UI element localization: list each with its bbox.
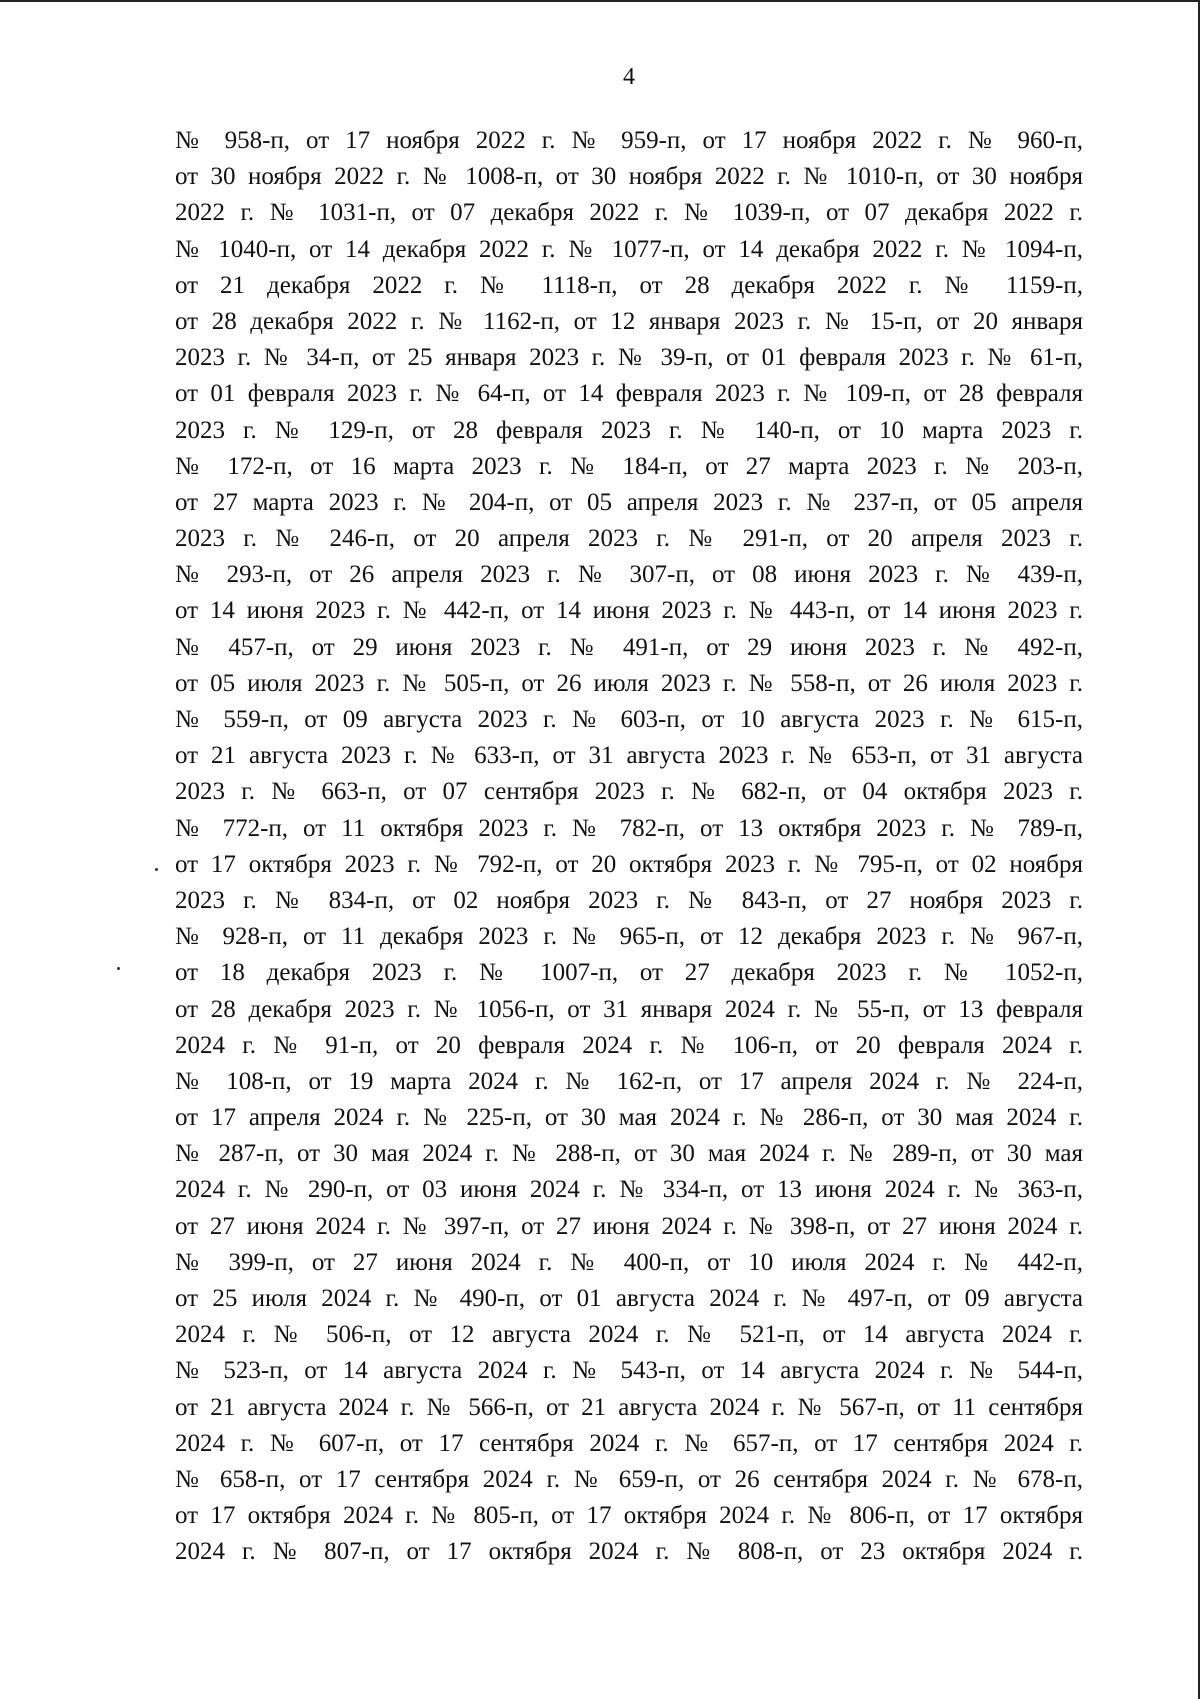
text-line: от 05 июля 2023 г. № 505-п, от 26 июля 2023 г. № 558-п, от 26 июля 2023 г. <box>175 669 1083 697</box>
text-line: № 172-п, от 16 марта 2023 г. № 184-п, от 27 марта 2023 г. № 203-п, <box>175 452 1083 480</box>
text-line: 2023 г. № 34-п, от 25 января 2023 г. № 39-п, от 01 февраля 2023 г. № 61-п, <box>175 344 1083 372</box>
text-line: № 293-п, от 26 апреля 2023 г. № 307-п, от 08 июня 2023 г. № 439-п, <box>175 561 1083 589</box>
text-line: № 958-п, от 17 ноября 2022 г. № 959-п, от 17 ноября 2022 г. № 960-п, <box>175 127 1083 154</box>
text-line: № 399-п, от 27 июня 2024 г. № 400-п, от 10 июля 2024 г. № 442-п, <box>175 1248 1083 1276</box>
text-line: № 287-п, от 30 мая 2024 г. № 288-п, от 30 мая 2024 г. № 289-п, от 30 мая <box>175 1140 1083 1168</box>
text-line: 2024 г. № 506-п, от 12 августа 2024 г. № 521-п, от 14 августа 2024 г. <box>175 1321 1083 1349</box>
text-line: № 108-п, от 19 марта 2024 г. № 162-п, от 17 апреля 2024 г. № 224-п, <box>175 1067 1083 1095</box>
text-line: от 28 декабря 2022 г. № 1162-п, от 12 января 2023 г. № 15-п, от 20 января <box>175 307 1083 335</box>
page-number: 4 <box>623 64 635 90</box>
text-line: от 17 октября 2023 г. № 792-п, от 20 октября 2023 г. № 795-п, от 02 ноября <box>175 850 1083 878</box>
text-line: от 01 февраля 2023 г. № 64-п, от 14 февраля 2023 г. № 109-п, от 28 февраля <box>175 380 1083 408</box>
text-line: № 1040-п, от 14 декабря 2022 г. № 1077-п, от 14 декабря 2022 г. № 1094-п, <box>175 235 1083 263</box>
text-line: 2023 г. № 834-п, от 02 ноября 2023 г. № 843-п, от 27 ноября 2023 г. <box>175 886 1083 914</box>
text-line: от 14 июня 2023 г. № 442-п, от 14 июня 2023 г. № 443-п, от 14 июня 2023 г. <box>175 597 1083 625</box>
text-line: № 559-п, от 09 августа 2023 г. № 603-п, от 10 августа 2023 г. № 615-п, <box>175 706 1083 733</box>
text-line: от 28 декабря 2023 г. № 1056-п, от 31 января 2024 г. № 55-п, от 13 февраля <box>175 995 1083 1023</box>
text-line: от 21 декабря 2022 г. № 1118-п, от 28 декабря 2022 г. № 1159-п, <box>175 271 1083 299</box>
text-line: 2023 г. № 663-п, от 07 сентября 2023 г. № 682-п, от 04 октября 2023 г. <box>175 778 1083 806</box>
text-line: от 18 декабря 2023 г. № 1007-п, от 27 декабря 2023 г. № 1052-п, <box>175 959 1083 987</box>
text-line: от 21 августа 2023 г. № 633-п, от 31 августа 2023 г. № 653-п, от 31 августа <box>175 742 1083 770</box>
text-line: 2024 г. № 807-п, от 17 октября 2024 г. № 808-п, от 23 октября 2024 г. <box>175 1538 1083 1566</box>
text-line: 2024 г. № 91-п, от 20 февраля 2024 г. № 106-п, от 20 февраля 2024 г. <box>175 1031 1083 1059</box>
text-line: 2022 г. № 1031-п, от 07 декабря 2022 г. № 1039-п, от 07 декабря 2022 г. <box>175 199 1083 227</box>
text-line: от 25 июля 2024 г. № 490-п, от 01 августа 2024 г. № 497-п, от 09 августа <box>175 1285 1083 1312</box>
text-line: 2023 г. № 246-п, от 20 апреля 2023 г. № 291-п, от 20 апреля 2023 г. <box>175 525 1083 553</box>
text-line: № 658-п, от 17 сентября 2024 г. № 659-п, от 26 сентября 2024 г. № 678-п, <box>175 1465 1083 1493</box>
text-line: № 928-п, от 11 декабря 2023 г. № 965-п, от 12 декабря 2023 г. № 967-п, <box>175 923 1083 951</box>
text-line: 2023 г. № 129-п, от 28 февраля 2023 г. № 140-п, от 10 марта 2023 г. <box>175 416 1083 444</box>
text-line: № 772-п, от 11 октября 2023 г. № 782-п, от 13 октября 2023 г. № 789-п, <box>175 814 1083 842</box>
text-line: 2024 г. № 290-п, от 03 июня 2024 г. № 334-п, от 13 июня 2024 г. № 363-п, <box>175 1176 1083 1204</box>
text-line: от 27 марта 2023 г. № 204-п, от 05 апреля 2023 г. № 237-п, от 05 апреля <box>175 488 1083 516</box>
text-line: № 523-п, от 14 августа 2024 г. № 543-п, от 14 августа 2024 г. № 544-п, <box>175 1357 1083 1385</box>
text-line: № 457-п, от 29 июня 2023 г. № 491-п, от 29 июня 2023 г. № 492-п, <box>175 633 1083 661</box>
text-line: от 17 апреля 2024 г. № 225-п, от 30 мая 2024 г. № 286-п, от 30 мая 2024 г. <box>175 1104 1083 1132</box>
text-line: от 21 августа 2024 г. № 566-п, от 21 августа 2024 г. № 567-п, от 11 сентября <box>175 1393 1083 1421</box>
scan-speck <box>155 868 158 871</box>
document-body-text <box>175 123 1083 1571</box>
text-line: 2024 г. № 607-п, от 17 сентября 2024 г. № 657-п, от 17 сентября 2024 г. <box>175 1429 1083 1457</box>
text-line: от 17 октября 2024 г. № 805-п, от 17 октября 2024 г. № 806-п, от 17 октября <box>175 1502 1083 1530</box>
text-line: от 30 ноября 2022 г. № 1008-п, от 30 ноября 2022 г. № 1010-п, от 30 ноября <box>175 163 1083 191</box>
scan-speck <box>117 967 120 970</box>
text-line: от 27 июня 2024 г. № 397-п, от 27 июня 2024 г. № 398-п, от 27 июня 2024 г. <box>175 1212 1083 1240</box>
